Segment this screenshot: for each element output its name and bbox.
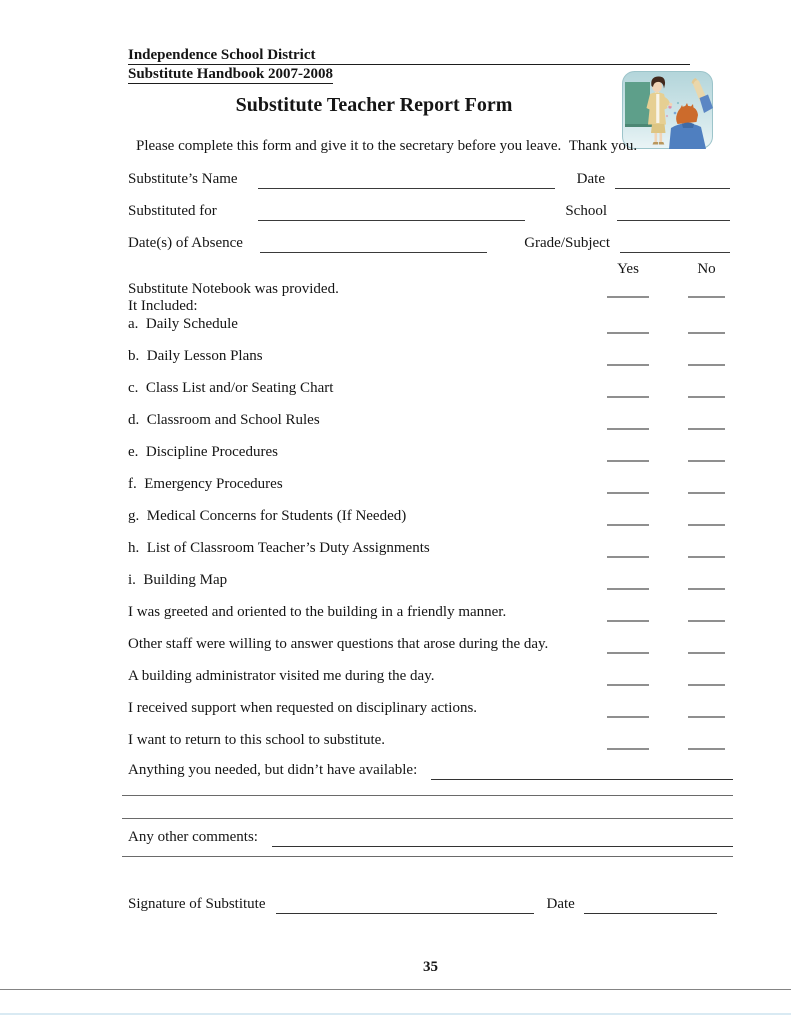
checklist bbox=[128, 281, 730, 764]
checklist-row bbox=[128, 444, 730, 476]
spacer bbox=[128, 261, 607, 278]
field-row-substituted-school bbox=[128, 201, 730, 221]
no-blank[interactable] bbox=[688, 576, 725, 590]
intro-instruction: Please complete this form and give it to the secretary before you leave. Thank you. bbox=[136, 138, 638, 154]
yes-blank[interactable] bbox=[607, 608, 649, 622]
no-blank[interactable] bbox=[688, 448, 725, 462]
dates-of-absence-label: Date(s) of Absence bbox=[128, 235, 243, 251]
page-number: 35 bbox=[423, 959, 438, 975]
signature-date-field[interactable] bbox=[584, 895, 717, 914]
checklist-item-label: A building administrator visited me during the day. bbox=[128, 668, 435, 684]
no-blank[interactable] bbox=[688, 736, 725, 750]
signature-date-label: Date bbox=[546, 896, 575, 912]
checklist-item-label: c. Class List and/or Seating Chart bbox=[128, 380, 334, 396]
yes-blank[interactable] bbox=[607, 512, 649, 526]
yes-blank[interactable] bbox=[607, 448, 649, 462]
school-label: School bbox=[565, 203, 607, 219]
yes-blank[interactable] bbox=[607, 640, 649, 654]
no-blank[interactable] bbox=[688, 672, 725, 686]
writing-line[interactable] bbox=[122, 795, 733, 796]
no-blank[interactable] bbox=[688, 608, 725, 622]
checklist-item-label: Other staff were willing to answer questions that arose during the day. bbox=[128, 636, 549, 652]
checklist-item-label: a. Daily Schedule bbox=[128, 316, 238, 332]
no-blank[interactable] bbox=[688, 704, 725, 718]
checklist-item-label: d. Classroom and School Rules bbox=[128, 412, 320, 428]
checklist-item-label: i. Building Map bbox=[128, 572, 228, 588]
substitute-name-field[interactable] bbox=[258, 170, 555, 189]
checklist-item-label: b. Daily Lesson Plans bbox=[128, 348, 263, 364]
notebook-provided-label: Substitute Notebook was provided. bbox=[128, 281, 339, 297]
signature-label: Signature of Substitute bbox=[128, 896, 266, 912]
substituted-for-label: Substituted for bbox=[128, 203, 217, 219]
no-blank[interactable] bbox=[688, 384, 725, 398]
it-included-label: It Included: bbox=[128, 298, 198, 314]
checklist-row bbox=[128, 508, 730, 540]
school-field[interactable] bbox=[617, 202, 730, 221]
no-blank[interactable] bbox=[688, 640, 725, 654]
yes-blank[interactable] bbox=[607, 416, 649, 430]
yes-blank[interactable] bbox=[607, 384, 649, 398]
checklist-row bbox=[128, 668, 730, 700]
checklist-rows bbox=[128, 316, 730, 764]
needed-row bbox=[128, 760, 733, 780]
checklist-item-label: e. Discipline Procedures bbox=[128, 444, 278, 460]
yes-blank[interactable] bbox=[607, 704, 649, 718]
handbook-heading: Substitute Handbook 2007-2008 bbox=[128, 66, 334, 82]
date-field[interactable] bbox=[615, 170, 730, 189]
comments-label: Any other comments: bbox=[128, 829, 258, 845]
checklist-row bbox=[128, 540, 730, 572]
yes-blank[interactable] bbox=[607, 352, 649, 366]
yes-blank[interactable] bbox=[607, 480, 649, 494]
bottom-accent-line bbox=[0, 1013, 791, 1015]
field-row-absence-grade bbox=[128, 233, 730, 253]
footer-divider bbox=[0, 989, 791, 990]
form-title: Substitute Teacher Report Form bbox=[235, 94, 513, 116]
needed-field[interactable] bbox=[431, 761, 733, 780]
identity-fields bbox=[128, 169, 730, 265]
yes-no-header bbox=[128, 261, 730, 278]
checklist-intro-row bbox=[128, 281, 730, 316]
writing-line[interactable] bbox=[122, 818, 733, 819]
no-blank[interactable] bbox=[688, 512, 725, 526]
writing-line[interactable] bbox=[122, 856, 733, 857]
district-heading: Independence School District bbox=[128, 46, 690, 65]
checklist-row bbox=[128, 348, 730, 380]
checklist-row bbox=[128, 380, 730, 412]
grade-subject-label: Grade/Subject bbox=[524, 235, 610, 251]
no-blank[interactable] bbox=[688, 284, 725, 298]
checklist-row bbox=[128, 316, 730, 348]
no-blank[interactable] bbox=[688, 416, 725, 430]
checklist-item-label: g. Medical Concerns for Students (If Needed) bbox=[128, 508, 407, 524]
no-column-header: No bbox=[697, 261, 716, 277]
no-blank[interactable] bbox=[688, 480, 725, 494]
yes-blank[interactable] bbox=[607, 544, 649, 558]
spacer bbox=[649, 261, 688, 278]
comments-row bbox=[128, 827, 733, 847]
checklist-item-label: I was greeted and oriented to the building in a friendly manner. bbox=[128, 604, 507, 620]
checklist-item-label: I received support when requested on disciplinary actions. bbox=[128, 700, 478, 716]
date-label: Date bbox=[576, 171, 605, 187]
checklist-row bbox=[128, 604, 730, 636]
dates-of-absence-field[interactable] bbox=[260, 234, 487, 253]
checklist-item-label: I want to return to this school to substitute. bbox=[128, 732, 386, 748]
yes-blank[interactable] bbox=[607, 672, 649, 686]
no-blank[interactable] bbox=[688, 352, 725, 366]
signature-row bbox=[128, 894, 733, 914]
needed-label: Anything you needed, but didn’t have available: bbox=[128, 762, 418, 778]
grade-subject-field[interactable] bbox=[620, 234, 730, 253]
checklist-item-label: f. Emergency Procedures bbox=[128, 476, 283, 492]
comments-field[interactable] bbox=[272, 828, 733, 847]
signature-field[interactable] bbox=[276, 895, 534, 914]
no-blank[interactable] bbox=[688, 320, 725, 334]
no-blank[interactable] bbox=[688, 544, 725, 558]
yes-column-header: Yes bbox=[617, 261, 639, 277]
spacer bbox=[725, 261, 730, 278]
yes-blank[interactable] bbox=[607, 736, 649, 750]
checklist-row bbox=[128, 700, 730, 732]
checklist-row bbox=[128, 412, 730, 444]
yes-blank[interactable] bbox=[607, 576, 649, 590]
field-row-name-date bbox=[128, 169, 730, 189]
yes-blank[interactable] bbox=[607, 284, 649, 298]
checklist-row bbox=[128, 572, 730, 604]
substituted-for-field[interactable] bbox=[258, 202, 525, 221]
checklist-row bbox=[128, 476, 730, 508]
substitute-name-label: Substitute’s Name bbox=[128, 171, 238, 187]
checklist-row bbox=[128, 636, 730, 668]
checklist-item-label: h. List of Classroom Teacher’s Duty Assignments bbox=[128, 540, 430, 556]
yes-blank[interactable] bbox=[607, 320, 649, 334]
